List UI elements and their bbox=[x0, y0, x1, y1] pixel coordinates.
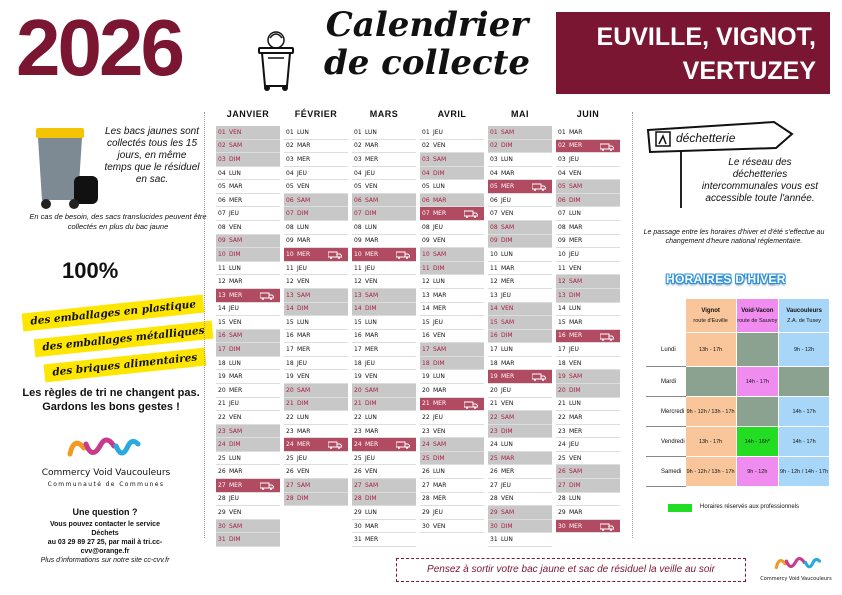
day-cell: 14 VEN bbox=[488, 303, 552, 317]
day-cell: 22 MAR bbox=[556, 411, 620, 425]
day-cell: 16 SAM bbox=[216, 330, 280, 344]
month-column bbox=[488, 108, 552, 547]
day-cell: 16 DIM bbox=[488, 330, 552, 344]
day-cell: 04 JEU bbox=[284, 167, 348, 181]
hours-row: Samedi 9h - 12h / 13h - 17h 9h - 12h 9h - 12h / 14h - 17h bbox=[647, 457, 830, 487]
col-void-vacon: Void-Vacon route de Sauvoy bbox=[736, 299, 779, 333]
day-cell: 18 MAR bbox=[488, 357, 552, 371]
day-cell: 13 SAM bbox=[352, 289, 416, 303]
day-cell: 02 MAR bbox=[352, 140, 416, 154]
question-title: Une question ? bbox=[72, 507, 138, 517]
winter-hours-table bbox=[646, 298, 830, 487]
dechetterie-sign bbox=[646, 120, 796, 154]
title-line-1: Calendrier bbox=[325, 5, 529, 45]
month-name: AVRIL bbox=[437, 109, 467, 119]
day-cell: 25 JEU bbox=[284, 452, 348, 466]
contact-block bbox=[40, 508, 170, 565]
day-cell: 23 MAR bbox=[284, 425, 348, 439]
day-cell: 17 JEU bbox=[556, 343, 620, 357]
day-cell: 07 DIM bbox=[284, 207, 348, 221]
bin-icon bbox=[256, 30, 296, 92]
pro-legend-text: Horaires réservés aux professionnels bbox=[700, 504, 800, 510]
day-cell: 26 LUN bbox=[420, 465, 484, 479]
day-cell: 14 LUN bbox=[556, 303, 620, 317]
month-name: JUIN bbox=[576, 109, 600, 119]
day-cell: 19 MER bbox=[488, 370, 552, 384]
day-cell: 19 SAM bbox=[556, 370, 620, 384]
day-cell: 12 LUN bbox=[420, 275, 484, 289]
day-cell: 26 VEN bbox=[352, 465, 416, 479]
day-cell: 26 MAR bbox=[216, 465, 280, 479]
day-cell: 10 MER bbox=[284, 248, 348, 262]
day-cell: 02 SAM bbox=[216, 140, 280, 154]
day-cell: 21 MER bbox=[420, 398, 484, 412]
day-cell: 24 SAM bbox=[420, 438, 484, 452]
day-cell: 12 VEN bbox=[284, 275, 348, 289]
day-cell: 01 SAM bbox=[488, 126, 552, 140]
day-cell: 11 LUN bbox=[216, 262, 280, 276]
day-cell: 22 LUN bbox=[352, 411, 416, 425]
day-cell: 14 DIM bbox=[352, 303, 416, 317]
highlight-metal: des emballages métalliques bbox=[34, 321, 214, 358]
day-cell: 25 LUN bbox=[216, 452, 280, 466]
day-cell: 21 LUN bbox=[556, 398, 620, 412]
day-cell: 05 LUN bbox=[420, 180, 484, 194]
day-cell: 28 JEU bbox=[216, 493, 280, 507]
day-cell: 07 DIM bbox=[352, 207, 416, 221]
day-cell: 17 MER bbox=[352, 343, 416, 357]
hours-row: Mercredi 9h - 12h / 13h - 17h 14h - 17h bbox=[647, 397, 830, 427]
day-cell: 03 MER bbox=[352, 153, 416, 167]
community-logo-small bbox=[770, 552, 822, 574]
day-cell: 06 SAM bbox=[352, 194, 416, 208]
title-line-2: de collecte bbox=[323, 43, 531, 83]
day-cell: 03 JEU bbox=[556, 153, 620, 167]
month-name: FÉVRIER bbox=[294, 109, 338, 119]
day-cell: 15 JEU bbox=[420, 316, 484, 330]
day-cell: 17 LUN bbox=[488, 343, 552, 357]
day-cell: 20 MAR bbox=[420, 384, 484, 398]
day-cell: 22 LUN bbox=[284, 411, 348, 425]
day-cell: 06 MAR bbox=[420, 194, 484, 208]
community-name bbox=[36, 468, 176, 490]
month-column bbox=[352, 108, 416, 547]
day-cell: 14 JEU bbox=[216, 303, 280, 317]
day-cell: 01 MAR bbox=[556, 126, 620, 140]
hours-row: Lundi 13h - 17h 9h - 12h bbox=[647, 333, 830, 367]
day-cell: 31 DIM bbox=[216, 533, 280, 547]
day-cell: 15 MAR bbox=[556, 316, 620, 330]
day-cell: 18 JEU bbox=[284, 357, 348, 371]
day-cell: 27 DIM bbox=[556, 479, 620, 493]
day-cell: 29 SAM bbox=[488, 506, 552, 520]
day-cell: 02 VEN bbox=[420, 140, 484, 154]
day-cell: 16 MER bbox=[556, 330, 620, 344]
day-cell: 17 MER bbox=[284, 343, 348, 357]
day-cell: 01 LUN bbox=[352, 126, 416, 140]
day-cell: 20 SAM bbox=[284, 384, 348, 398]
col-vignot: Vignot route d'Euville bbox=[685, 299, 736, 333]
day-cell: 01 JEU bbox=[420, 126, 484, 140]
day-cell: 30 VEN bbox=[420, 520, 484, 534]
day-cell: 08 MAR bbox=[556, 221, 620, 235]
sign-post bbox=[680, 152, 682, 208]
day-cell: 05 VEN bbox=[352, 180, 416, 194]
day-cell: 08 LUN bbox=[352, 221, 416, 235]
day-cell: 27 SAM bbox=[352, 479, 416, 493]
day-cell: 11 JEU bbox=[284, 262, 348, 276]
day-cell: 30 MAR bbox=[352, 520, 416, 534]
day-cell: 10 LUN bbox=[488, 248, 552, 262]
day-cell: 19 LUN bbox=[420, 370, 484, 384]
day-cell: 21 DIM bbox=[284, 398, 348, 412]
day-cell: 09 MER bbox=[556, 235, 620, 249]
day-cell: 22 SAM bbox=[488, 411, 552, 425]
day-cell: 10 MER bbox=[352, 248, 416, 262]
highlight-cartons: des briques alimentaires bbox=[44, 348, 207, 383]
year-title: 2026 bbox=[16, 3, 182, 92]
day-cell: 01 LUN bbox=[284, 126, 348, 140]
day-cell: 29 JEU bbox=[420, 506, 484, 520]
day-cell: 14 DIM bbox=[284, 303, 348, 317]
month-column bbox=[420, 108, 484, 533]
day-cell: 30 DIM bbox=[488, 520, 552, 534]
pro-legend-swatch bbox=[668, 504, 692, 512]
hours-row: Mardi 14h - 17h bbox=[647, 367, 830, 397]
day-cell: 15 LUN bbox=[352, 316, 416, 330]
day-cell: 14 MER bbox=[420, 303, 484, 317]
day-cell: 04 MAR bbox=[488, 167, 552, 181]
day-cell: 16 MAR bbox=[284, 330, 348, 344]
day-cell: 05 MER bbox=[488, 180, 552, 194]
day-cell: 22 JEU bbox=[420, 411, 484, 425]
day-cell: 11 VEN bbox=[556, 262, 620, 276]
month-name: MAI bbox=[511, 109, 529, 119]
day-cell: 30 SAM bbox=[216, 520, 280, 534]
calendar-title bbox=[312, 6, 542, 82]
towns-line-1: EUVILLE, VIGNOT, bbox=[596, 23, 816, 51]
day-cell: 05 MAR bbox=[216, 180, 280, 194]
day-cell: 03 LUN bbox=[488, 153, 552, 167]
rules-text: Les règles de tri ne changent pas. Gardons les bons gestes ! bbox=[22, 387, 200, 413]
towns-line-2: VERTUZEY bbox=[682, 57, 816, 85]
day-cell: 18 LUN bbox=[216, 357, 280, 371]
day-cell: 25 MAR bbox=[488, 452, 552, 466]
community-sub: Communauté de Communes bbox=[47, 481, 165, 488]
passage-text: Le passage entre les horaires d'hiver et d'été s'effectue au changement d'heure national réglementaire. bbox=[643, 229, 825, 245]
bags-note: En cas de besoin, des sacs translucides peuvent être collectés en plus du bac jaune bbox=[29, 212, 207, 231]
day-cell: 02 DIM bbox=[488, 140, 552, 154]
day-cell: 23 MER bbox=[556, 425, 620, 439]
highlight-plastic: des emballages en plastique bbox=[22, 295, 205, 332]
dechetterie-sign-label: déchetterie bbox=[676, 131, 736, 145]
divider-right bbox=[632, 112, 633, 538]
day-cell: 04 JEU bbox=[352, 167, 416, 181]
day-cell: 08 LUN bbox=[284, 221, 348, 235]
day-cell: 18 JEU bbox=[352, 357, 416, 371]
day-cell: 13 SAM bbox=[284, 289, 348, 303]
day-cell: 20 JEU bbox=[488, 384, 552, 398]
day-cell: 28 VEN bbox=[488, 493, 552, 507]
day-cell: 10 JEU bbox=[556, 248, 620, 262]
winter-hours-title: HORAIRES D'HIVER bbox=[666, 272, 786, 286]
day-cell: 25 VEN bbox=[556, 452, 620, 466]
day-cell: 27 MAR bbox=[420, 479, 484, 493]
day-cell: 06 DIM bbox=[556, 194, 620, 208]
day-cell: 11 MAR bbox=[488, 262, 552, 276]
day-cell: 27 JEU bbox=[488, 479, 552, 493]
day-cell: 24 MER bbox=[352, 438, 416, 452]
day-cell: 15 LUN bbox=[284, 316, 348, 330]
day-cell: 05 SAM bbox=[556, 180, 620, 194]
day-cell: 12 MER bbox=[488, 275, 552, 289]
day-cell: 06 SAM bbox=[284, 194, 348, 208]
day-cell: 26 MER bbox=[488, 465, 552, 479]
network-text: Le réseau des déchetteries intercommunales vous est accessible toute l'année. bbox=[701, 157, 819, 204]
question-line-3: Plus d'informations sur notre site cc-cvv.fr bbox=[40, 557, 170, 564]
day-cell: 08 VEN bbox=[216, 221, 280, 235]
day-cell: 10 SAM bbox=[420, 248, 484, 262]
day-cell: 25 DIM bbox=[420, 452, 484, 466]
question-line-2: au 03 29 89 27 25, par mail à tri.cc-cvv@orange.fr bbox=[47, 539, 163, 555]
day-cell: 12 SAM bbox=[556, 275, 620, 289]
day-cell: 15 SAM bbox=[488, 316, 552, 330]
day-cell: 24 JEU bbox=[556, 438, 620, 452]
hundred-percent: 100% bbox=[62, 258, 119, 283]
month-column bbox=[556, 108, 620, 533]
day-cell: 10 DIM bbox=[216, 248, 280, 262]
day-cell: 05 VEN bbox=[284, 180, 348, 194]
day-cell: 09 MAR bbox=[284, 235, 348, 249]
community-logo bbox=[60, 430, 142, 464]
yellow-bin-icon bbox=[28, 124, 100, 212]
day-cell: 15 VEN bbox=[216, 316, 280, 330]
day-cell: 13 DIM bbox=[556, 289, 620, 303]
col-vaucouleurs: Vaucouleurs Z.A. de Tusey bbox=[779, 299, 830, 333]
day-cell: 30 MER bbox=[556, 520, 620, 534]
day-cell: 20 MER bbox=[216, 384, 280, 398]
towns-banner bbox=[556, 12, 830, 94]
month-name: JANVIER bbox=[226, 109, 270, 119]
day-cell: 27 SAM bbox=[284, 479, 348, 493]
question-line-1: Vous pouvez contacter le service Déchets bbox=[50, 521, 160, 537]
day-cell: 12 VEN bbox=[352, 275, 416, 289]
hours-row: Vendredi 13h - 17h 14h - 16h* 14h - 17h bbox=[647, 427, 830, 457]
day-cell: 26 VEN bbox=[284, 465, 348, 479]
day-cell: 07 JEU bbox=[216, 207, 280, 221]
day-cell: 23 MAR bbox=[352, 425, 416, 439]
yellow-bins-note: Les bacs jaunes sont collectés tous les 15 jours, en même temps que le résiduel en sac. bbox=[104, 126, 200, 185]
day-cell: 03 MER bbox=[284, 153, 348, 167]
day-cell: 28 DIM bbox=[284, 493, 348, 507]
day-cell: 11 JEU bbox=[352, 262, 416, 276]
day-cell: 23 SAM bbox=[216, 425, 280, 439]
community-name-text: Commercy Void Vaucouleurs bbox=[41, 468, 171, 478]
day-cell: 25 JEU bbox=[352, 452, 416, 466]
month-column bbox=[216, 108, 280, 547]
month-name: MARS bbox=[369, 109, 399, 119]
day-cell: 29 VEN bbox=[216, 506, 280, 520]
day-cell: 27 MER bbox=[216, 479, 280, 493]
day-cell: 08 SAM bbox=[488, 221, 552, 235]
day-cell: 07 MER bbox=[420, 207, 484, 221]
day-cell: 19 VEN bbox=[352, 370, 416, 384]
day-cell: 28 DIM bbox=[352, 493, 416, 507]
day-cell: 04 DIM bbox=[420, 167, 484, 181]
day-cell: 20 SAM bbox=[352, 384, 416, 398]
day-cell: 23 VEN bbox=[420, 425, 484, 439]
day-cell: 04 VEN bbox=[556, 167, 620, 181]
day-cell: 29 LUN bbox=[352, 506, 416, 520]
day-cell: 12 MAR bbox=[216, 275, 280, 289]
day-cell: 31 MER bbox=[352, 533, 416, 547]
day-cell: 09 MAR bbox=[352, 235, 416, 249]
day-cell: 28 LUN bbox=[556, 493, 620, 507]
day-cell: 03 SAM bbox=[420, 153, 484, 167]
day-cell: 01 VEN bbox=[216, 126, 280, 140]
day-cell: 17 SAM bbox=[420, 343, 484, 357]
day-cell: 09 SAM bbox=[216, 235, 280, 249]
day-cell: 21 VEN bbox=[488, 398, 552, 412]
day-cell: 16 VEN bbox=[420, 330, 484, 344]
day-cell: 21 DIM bbox=[352, 398, 416, 412]
day-cell: 21 JEU bbox=[216, 398, 280, 412]
day-cell: 24 LUN bbox=[488, 438, 552, 452]
day-cell: 19 VEN bbox=[284, 370, 348, 384]
day-cell: 06 MER bbox=[216, 194, 280, 208]
reminder-box: Pensez à sortir votre bac jaune et sac de résiduel la veille au soir bbox=[396, 558, 746, 582]
community-name-small: Commercy Void Vaucouleurs bbox=[760, 576, 832, 582]
day-cell: 31 LUN bbox=[488, 533, 552, 547]
day-cell: 07 VEN bbox=[488, 207, 552, 221]
day-cell: 13 MER bbox=[216, 289, 280, 303]
divider-left bbox=[204, 112, 205, 538]
day-cell: 19 MAR bbox=[216, 370, 280, 384]
month-column bbox=[284, 108, 348, 506]
day-cell: 23 DIM bbox=[488, 425, 552, 439]
day-cell: 13 MAR bbox=[420, 289, 484, 303]
day-cell: 11 DIM bbox=[420, 262, 484, 276]
day-cell: 22 VEN bbox=[216, 411, 280, 425]
day-cell: 07 LUN bbox=[556, 207, 620, 221]
day-cell: 28 MER bbox=[420, 493, 484, 507]
day-cell: 29 MAR bbox=[556, 506, 620, 520]
day-cell: 16 MAR bbox=[352, 330, 416, 344]
day-cell: 02 MER bbox=[556, 140, 620, 154]
day-cell: 17 DIM bbox=[216, 343, 280, 357]
day-cell: 20 DIM bbox=[556, 384, 620, 398]
day-cell: 26 SAM bbox=[556, 465, 620, 479]
day-cell: 13 JEU bbox=[488, 289, 552, 303]
day-cell: 03 DIM bbox=[216, 153, 280, 167]
day-cell: 08 JEU bbox=[420, 221, 484, 235]
day-cell: 24 MER bbox=[284, 438, 348, 452]
day-cell: 09 VEN bbox=[420, 235, 484, 249]
day-cell: 04 LUN bbox=[216, 167, 280, 181]
day-cell: 18 DIM bbox=[420, 357, 484, 371]
day-cell: 06 JEU bbox=[488, 194, 552, 208]
day-cell: 02 MAR bbox=[284, 140, 348, 154]
day-cell: 09 DIM bbox=[488, 235, 552, 249]
day-cell: 18 VEN bbox=[556, 357, 620, 371]
day-cell: 24 DIM bbox=[216, 438, 280, 452]
